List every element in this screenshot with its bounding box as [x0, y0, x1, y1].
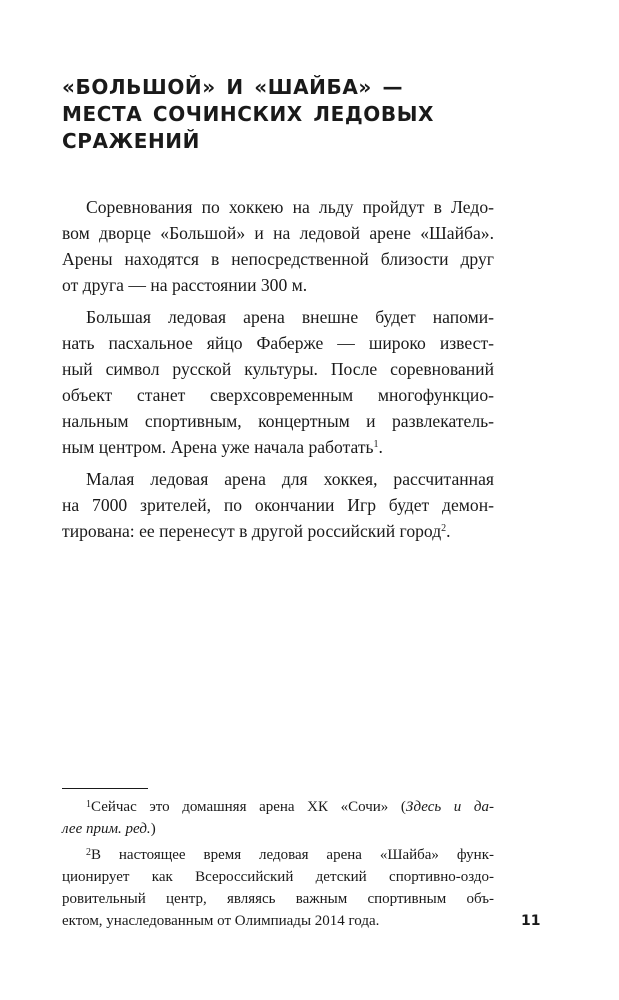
- text-line: ровительный центр, являясь важным спортивным объ-: [62, 891, 494, 907]
- footnote-ref-1[interactable]: 1: [373, 439, 379, 450]
- text-fragment: тирована: ее перенесут в другой российский город: [62, 521, 442, 541]
- footnote-divider: [62, 788, 148, 789]
- text-line: Арены находятся в непосредственной близости друг: [62, 249, 494, 269]
- text-line: ционирует как Всероссийский детский спортивно-оздо-: [62, 869, 494, 885]
- footnote-1: [62, 796, 494, 840]
- text-line: ектом, унаследованным от Олимпиады 2014 года.: [62, 913, 380, 929]
- text-line: Соревнования по хоккею на льду пройдут в Ледо-: [86, 197, 494, 217]
- text-line: ный символ русской культуры. После соревнований: [62, 359, 494, 379]
- chapter-heading: [62, 74, 502, 155]
- footnote-marker: 1: [86, 799, 91, 810]
- text-line: [62, 796, 494, 818]
- heading-line: СРАЖЕНИЙ: [62, 129, 200, 153]
- paragraph-3: [62, 466, 494, 544]
- body-text: [62, 194, 494, 550]
- text-line: [62, 434, 494, 460]
- text-fragment: ): [150, 821, 156, 837]
- text-line: Большая ледовая арена внешне будет напоми-: [86, 307, 494, 327]
- footnote-marker: 2: [86, 847, 91, 858]
- footnote-2: [62, 844, 494, 932]
- text-line: на 7000 зрителей, по окончании Игр будет демон-: [62, 495, 494, 515]
- paragraph-2: [62, 304, 494, 460]
- page-number: 11: [521, 913, 541, 929]
- text-line: объект станет сверхсовременным многофункцио-: [62, 385, 494, 405]
- text-fragment: Сейчас это домашняя арена ХК «Сочи» (: [91, 799, 406, 815]
- text-line: от друга — на расстоянии 300 м.: [62, 275, 308, 295]
- heading-line: МЕСТА СОЧИНСКИХ ЛЕДОВЫХ: [62, 102, 435, 126]
- text-fragment: В настоящее время ледовая арена «Шайба» функ-: [91, 847, 494, 863]
- text-line: [62, 844, 494, 866]
- text-fragment: .: [378, 437, 383, 457]
- italic-fragment: Здесь и да-: [405, 799, 494, 815]
- italic-fragment: лее прим. ред.: [62, 821, 151, 837]
- footnote-ref-2[interactable]: 2: [441, 523, 447, 534]
- text-line: [62, 518, 494, 544]
- text-line: [62, 818, 494, 840]
- text-line: нальным спортивным, концертным и развлекатель-: [62, 411, 494, 431]
- text-line: нать пасхальное яйцо Фаберже — широко извест-: [62, 333, 494, 353]
- paragraph-1: [62, 194, 494, 298]
- heading-line: «БОЛЬШОЙ» И «ШАЙБА» —: [62, 75, 404, 99]
- text-fragment: .: [446, 521, 451, 541]
- footnotes: [62, 796, 494, 936]
- text-line: Малая ледовая арена для хоккея, рассчитанная: [86, 469, 494, 489]
- text-line: вом дворце «Большой» и на ледовой арене «Шайба».: [62, 223, 494, 243]
- text-fragment: ным центром. Арена уже начала работать: [62, 437, 374, 457]
